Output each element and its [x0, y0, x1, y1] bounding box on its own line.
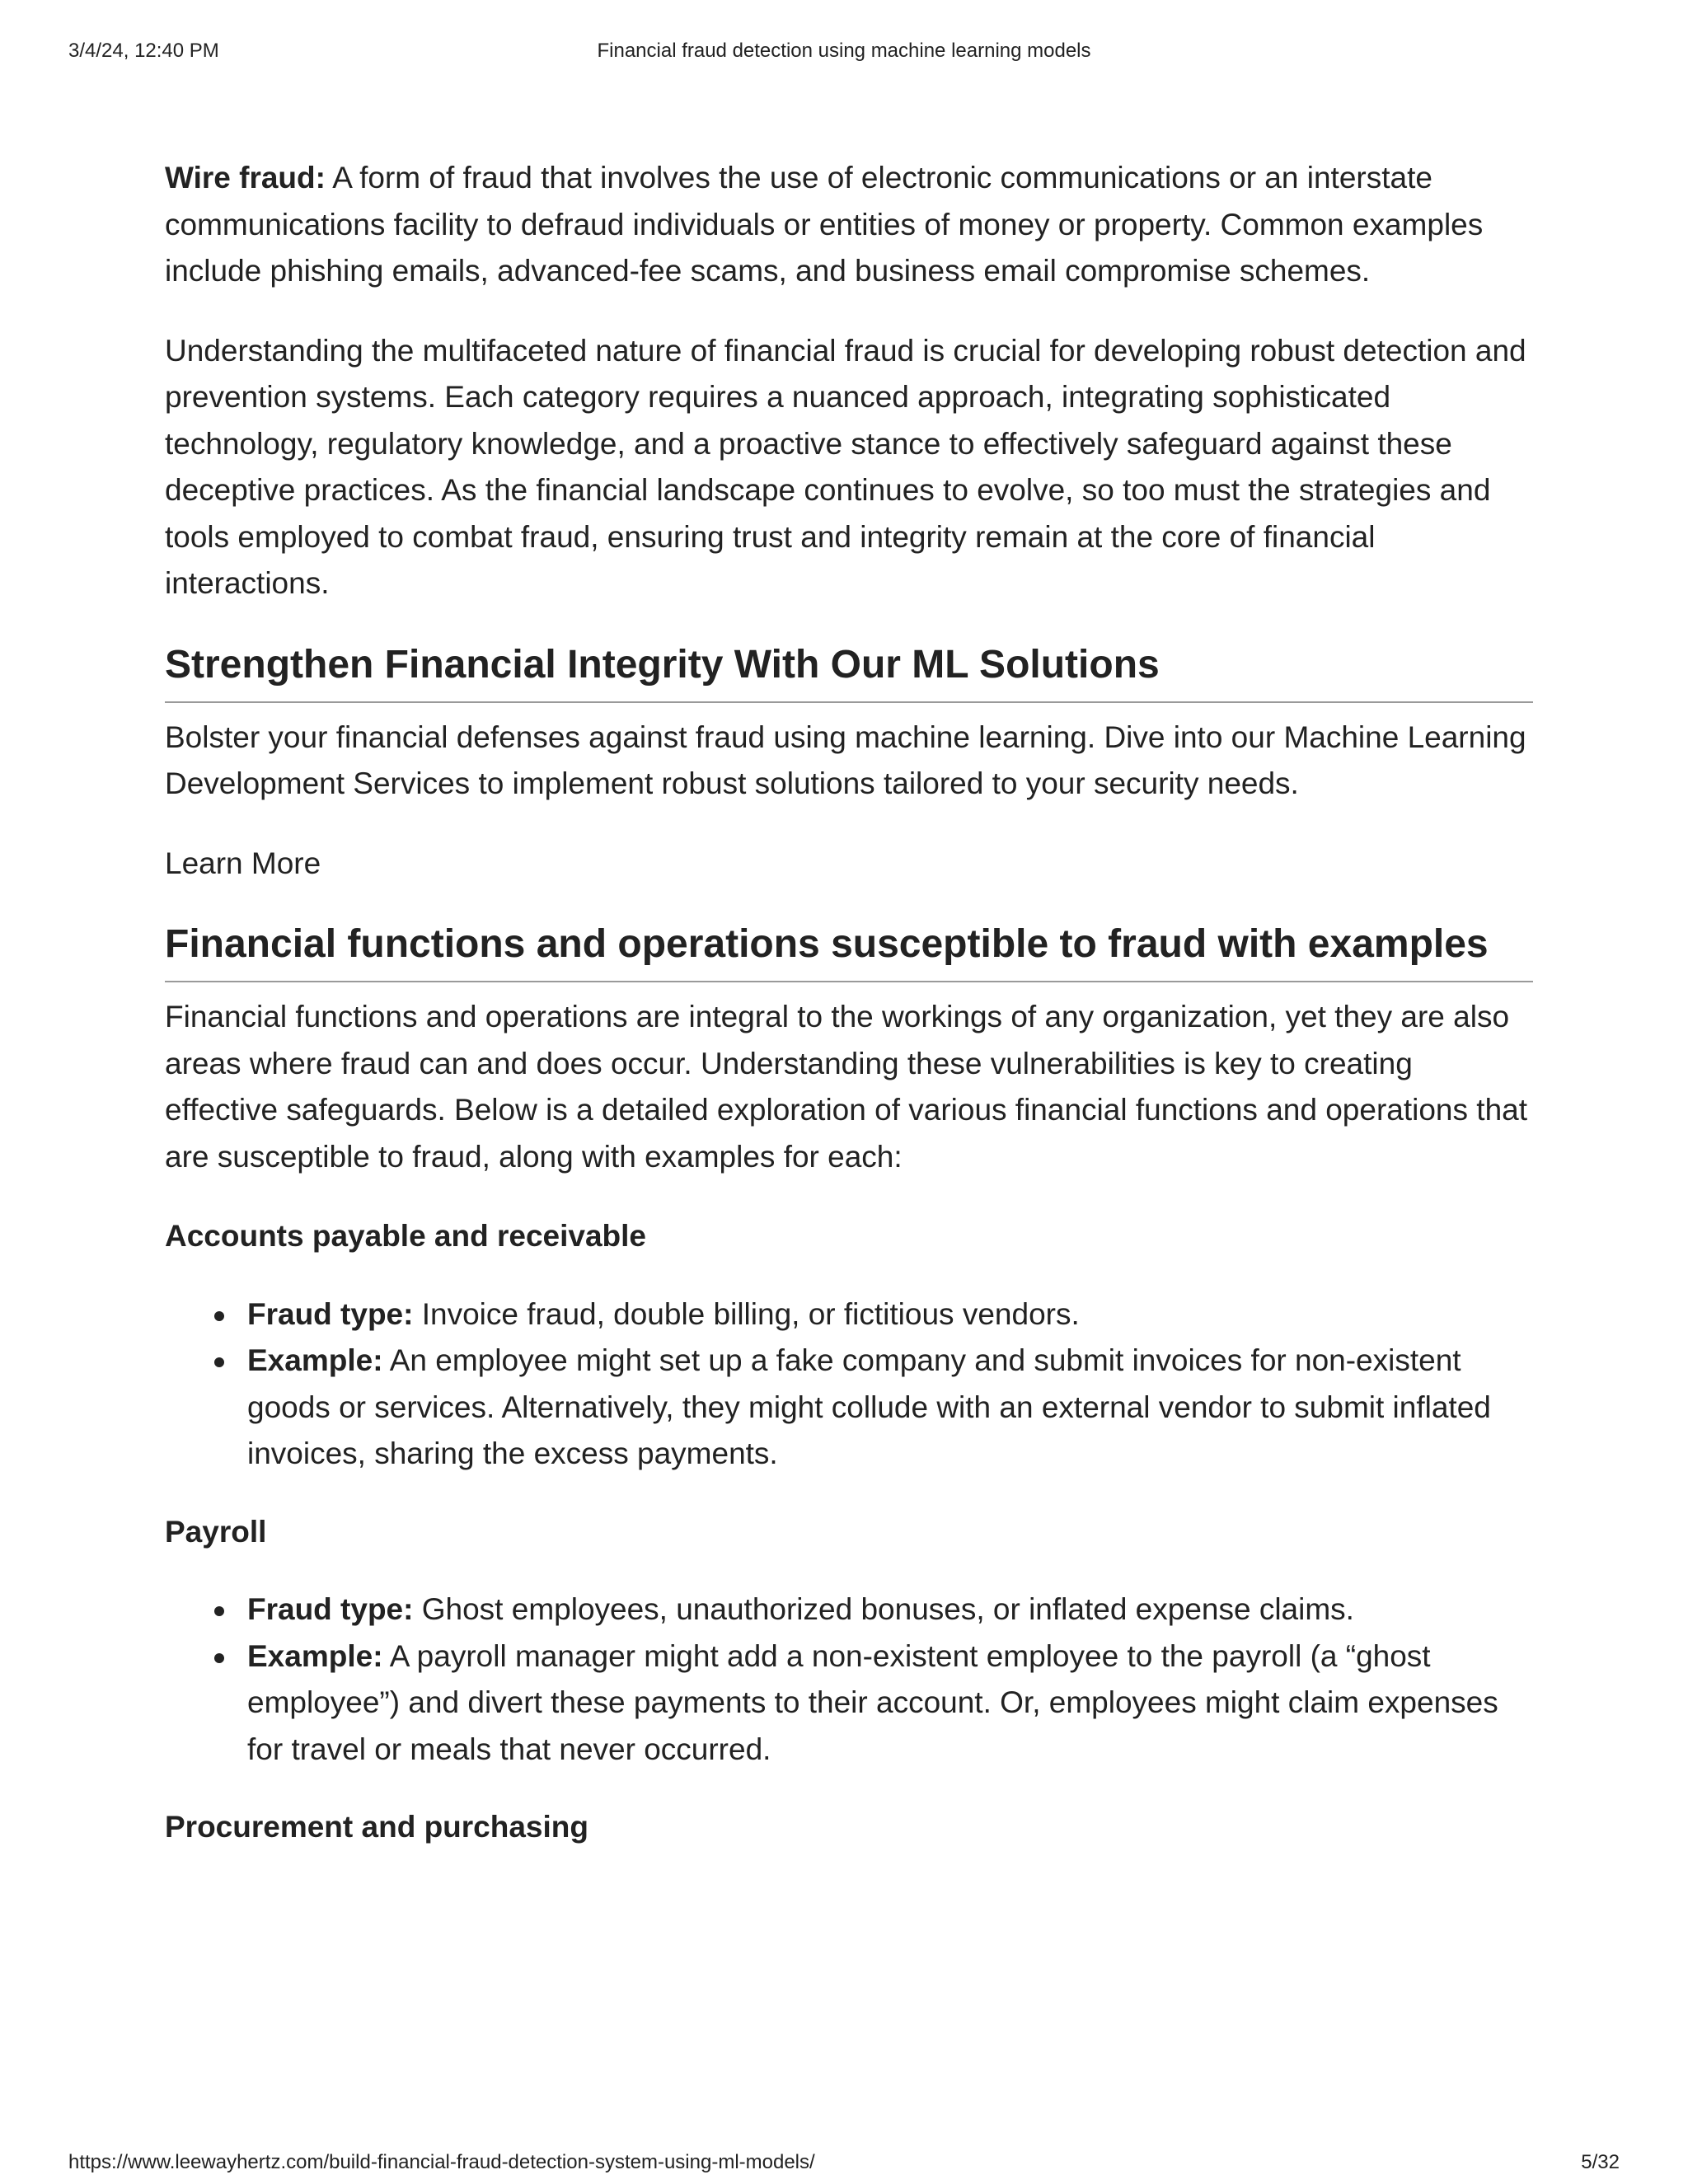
bullet-label: Example: [247, 1638, 383, 1673]
print-url: https://www.leewayhertz.com/build-financial-fraud-detection-system-using-ml-models/ [68, 2151, 815, 2173]
understanding-paragraph: Understanding the multifaceted nature of financial fraud is crucial for developing robust detection and prevention systems. Each category requires a nuanced approach, integrating sophisticated technology, regulatory knowledge, and a proactive stance to effectively safeguard against these deceptive practices. As the financial landscape continues to evolve, so too must the strategies and tools employed to combat fraud, ensuring trust and integrity remain at the core of financial interactions. [165, 333, 1526, 600]
bullet-text: An employee might set up a fake company and submit invoices for non-existent goods or services. Alternatively, they might collude with an external vendor to submit inflated invoices, sharing the excess payments. [247, 1343, 1491, 1470]
subsection-title-payroll: Payroll [165, 1514, 267, 1549]
wire-fraud-text: A form of fraud that involves the use of electronic communications or an interstate communications facility to defraud individuals or entities of money or property. Common examples include phishing emails, advanced-fee scams, and business email compromise schemes. [165, 161, 1484, 288]
print-datetime: 3/4/24, 12:40 PM [68, 40, 219, 62]
page-number: 5/32 [1581, 2151, 1620, 2173]
subsection-title-procurement: Procurement and purchasing [165, 1810, 588, 1844]
list-item [247, 1586, 1533, 1633]
print-header [68, 40, 1620, 68]
wire-fraud-paragraph [165, 155, 1533, 295]
print-footer [68, 2151, 1620, 2179]
wire-fraud-term: Wire fraud: [165, 161, 326, 194]
article-body [165, 155, 1533, 1882]
functions-intro-paragraph: Financial functions and operations are integral to the workings of any organization, yet they are also areas where fraud can and does occur. Understanding these vulnerabilities is key to creating effective safeguards. Below is a detailed exploration of various financial functions and operations that are susceptible to fraud, along with examples for each: [165, 1000, 1528, 1174]
list-item [247, 1291, 1533, 1338]
learn-more-row [165, 841, 1533, 888]
cta-paragraph: Bolster your financial defenses against fraud using machine learning. Dive into our Machine Learning Development Services to implement robust solutions tailored to your security needs. [165, 719, 1526, 800]
list-item [247, 1633, 1533, 1774]
accounts-bullet-list [165, 1291, 1533, 1478]
bullet-text: Invoice fraud, double billing, or fictitious vendors. [413, 1296, 1080, 1331]
bullet-label: Example: [247, 1343, 383, 1377]
bullet-text: A payroll manager might add a non-existent employee to the payroll (a “ghost employee”) and divert these payments to their account. Or, employees might claim expenses for travel or meals that never occurred. [247, 1638, 1498, 1766]
print-document-title: Financial fraud detection using machine learning models [597, 40, 1091, 62]
bullet-icon [214, 1311, 224, 1321]
functions-heading: Financial functions and operations susceptible to fraud with examples [165, 920, 1533, 982]
bullet-icon [214, 1606, 224, 1616]
cta-heading: Strengthen Financial Integrity With Our ML Solutions [165, 640, 1533, 703]
bullet-icon [214, 1653, 224, 1663]
list-item [247, 1338, 1533, 1478]
payroll-bullet-list [165, 1586, 1533, 1773]
bullet-icon [214, 1357, 224, 1367]
bullet-label: Fraud type: [247, 1592, 414, 1626]
learn-more-link[interactable]: Learn More [165, 846, 321, 880]
subsection-title-accounts: Accounts payable and receivable [165, 1219, 647, 1253]
bullet-text: Ghost employees, unauthorized bonuses, or inflated expense claims. [413, 1592, 1354, 1626]
bullet-label: Fraud type: [247, 1296, 414, 1331]
